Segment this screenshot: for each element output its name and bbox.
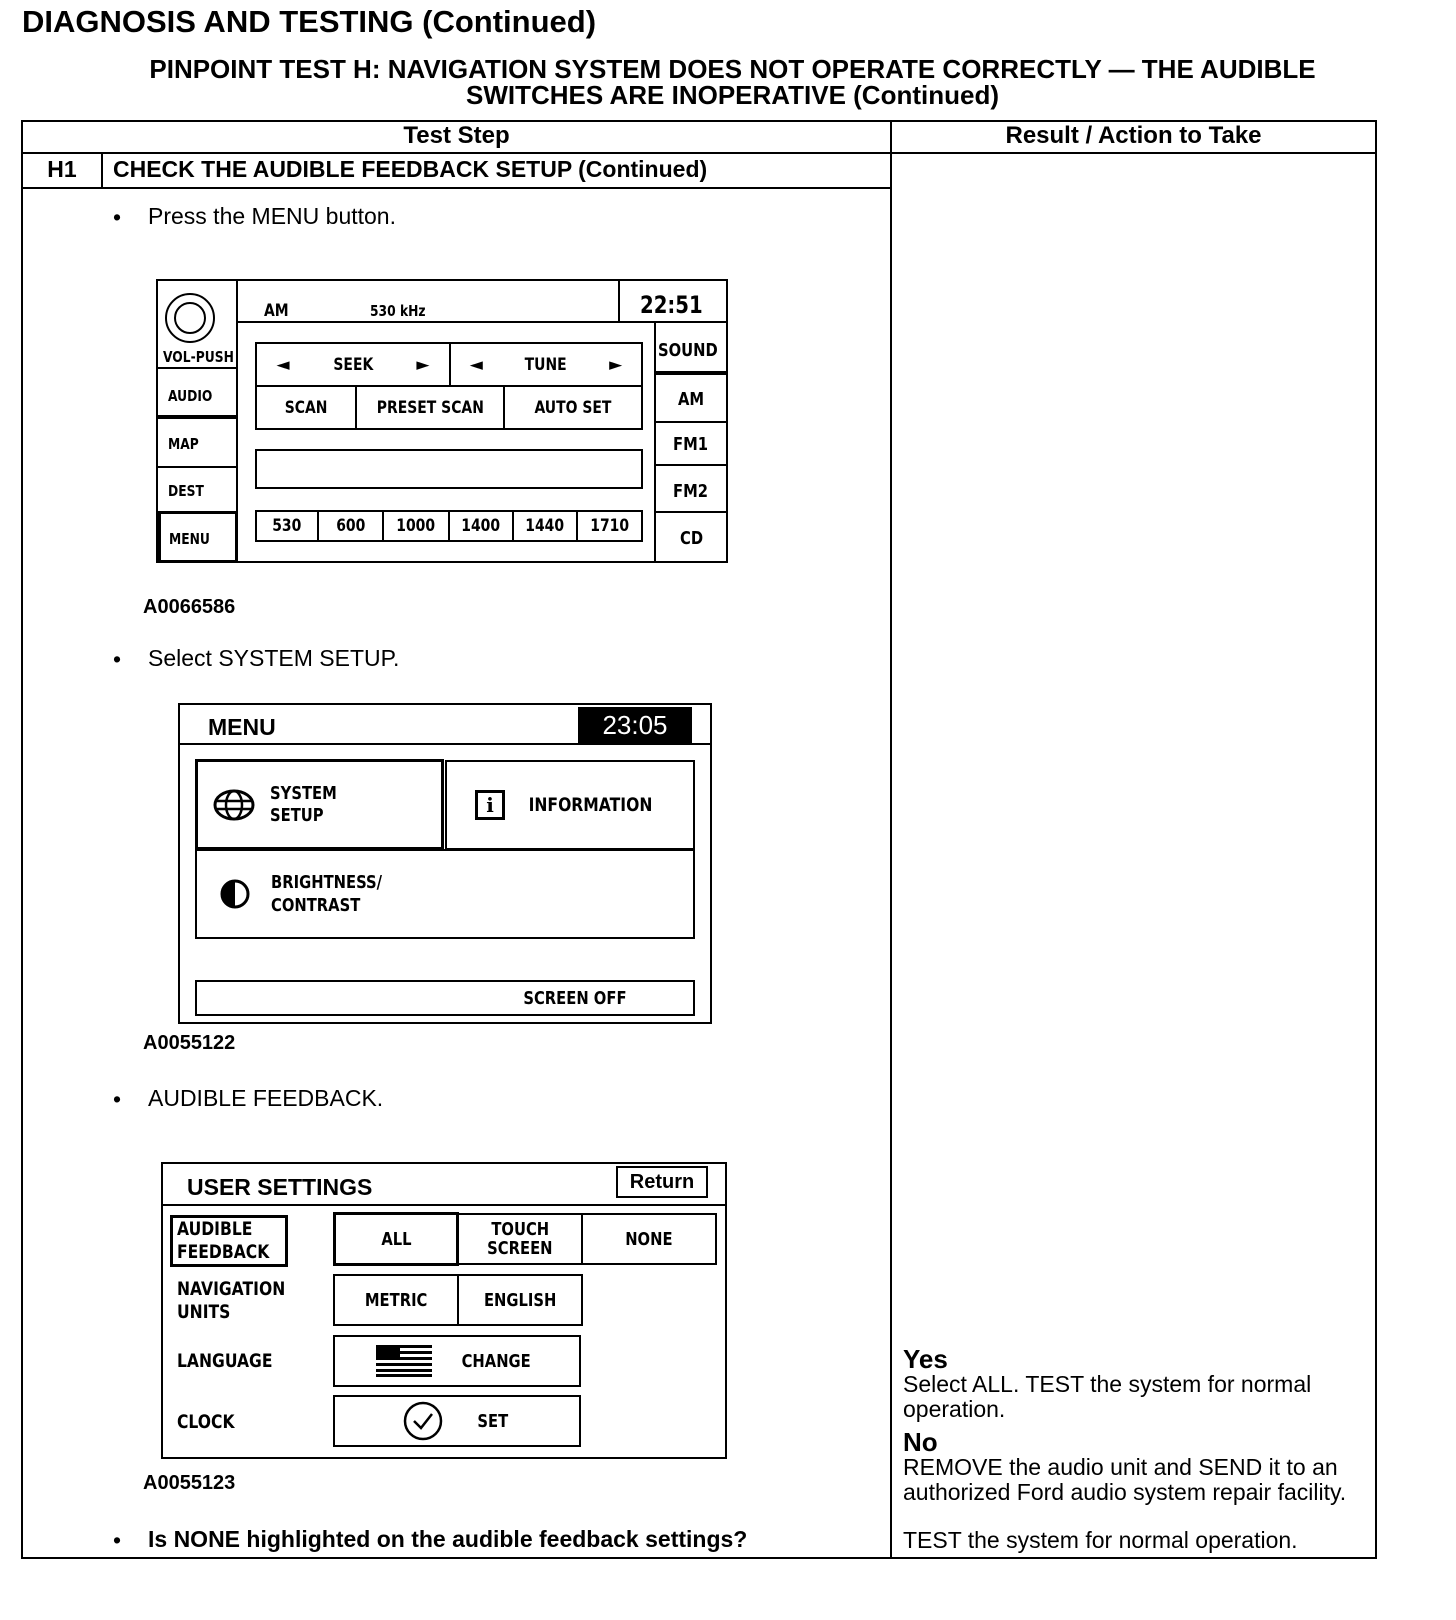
scan-button[interactable]: SCAN	[255, 385, 357, 430]
menu-clock: 23:05	[578, 707, 692, 743]
bullet: •	[113, 1086, 122, 1112]
preset-530[interactable]: 530	[255, 510, 319, 542]
radio-panel	[156, 279, 728, 563]
figure-id-1: A0066586	[143, 596, 236, 618]
result-no-heading: No	[903, 1427, 938, 1457]
user-settings-title: USER SETTINGS	[187, 1174, 373, 1200]
menu-screen	[178, 703, 712, 1024]
column-divider	[890, 120, 892, 1559]
bullet: •	[113, 1527, 122, 1553]
frequency-label: 530 kHz	[370, 302, 426, 320]
language-change-button[interactable]: CHANGE	[333, 1335, 581, 1387]
metric-option[interactable]: METRIC	[333, 1274, 459, 1326]
none-option[interactable]: NONE	[581, 1213, 717, 1265]
return-button[interactable]: Return	[616, 1166, 708, 1198]
station-display	[255, 449, 643, 489]
col-header-result: Result / Action to Take	[1005, 122, 1262, 149]
menu-button[interactable]: MENU	[158, 511, 238, 563]
preset-1440[interactable]: 1440	[512, 510, 578, 542]
preset-600[interactable]: 600	[317, 510, 384, 542]
auto-set-button[interactable]: AUTO SET	[503, 385, 643, 430]
figure-id-2: A0055122	[143, 1032, 236, 1054]
col-header-test-step: Test Step	[403, 122, 510, 149]
vol-push-label: VOL-PUSH	[163, 348, 234, 366]
audio-button[interactable]: AUDIO	[168, 387, 213, 405]
cd-button[interactable]: CD	[680, 528, 704, 549]
band-label: AM	[264, 301, 289, 321]
step-row-divider	[21, 187, 892, 189]
audible-feedback-label: AUDIBLE FEEDBACK	[170, 1215, 288, 1267]
information-button[interactable]: i INFORMATION	[445, 760, 695, 850]
tune-left-arrow-icon: ◄	[469, 354, 483, 375]
preset-1400[interactable]: 1400	[448, 510, 514, 542]
table-border-left	[21, 120, 23, 1559]
language-label: LANGUAGE	[177, 1350, 273, 1372]
seek-left-arrow-icon: ◄	[276, 354, 290, 375]
sound-button[interactable]: SOUND	[658, 340, 718, 361]
result-no-test: TEST the system for normal operation.	[903, 1527, 1298, 1553]
flag-icon	[376, 1345, 432, 1377]
system-setup-button[interactable]: SYSTEM SETUP	[195, 759, 444, 850]
menu-title: MENU	[208, 714, 276, 740]
am-button[interactable]: AM	[678, 389, 705, 410]
step-select-system-setup: Select SYSTEM SETUP.	[148, 645, 400, 671]
step-title: CHECK THE AUDIBLE FEEDBACK SETUP (Continued)	[113, 156, 708, 182]
bullet: •	[113, 204, 122, 230]
fm2-button[interactable]: FM2	[673, 481, 709, 502]
step-audible-feedback: AUDIBLE FEEDBACK.	[148, 1085, 384, 1111]
step-press-menu: Press the MENU button.	[148, 203, 396, 229]
test-title	[60, 56, 1405, 108]
navigation-units-label: NAVIGATION UNITS	[177, 1278, 286, 1323]
brightness-contrast-button[interactable]: BRIGHTNESS/ CONTRAST	[195, 849, 695, 939]
figure-id-3: A0055123	[143, 1472, 236, 1494]
clock-label: CLOCK	[177, 1411, 235, 1433]
volume-knob-icon[interactable]	[165, 293, 215, 343]
page-title: DIAGNOSIS AND TESTING (Continued)	[22, 4, 597, 39]
test-title-line1: PINPOINT TEST H: NAVIGATION SYSTEM DOES NOT OPERATE CORRECTLY — THE AUDIBLE	[149, 54, 1316, 84]
all-option[interactable]: ALL	[333, 1212, 459, 1266]
globe-icon	[212, 788, 256, 822]
tune-button[interactable]: ◄ TUNE ►	[449, 342, 643, 387]
contrast-icon	[219, 878, 251, 910]
preset-1710[interactable]: 1710	[576, 510, 643, 542]
bullet: •	[113, 646, 122, 672]
test-title-line2: SWITCHES ARE INOPERATIVE (Continued)	[466, 80, 999, 110]
step-question: Is NONE highlighted on the audible feedback settings?	[148, 1526, 748, 1552]
tune-right-arrow-icon: ►	[609, 354, 623, 375]
result-yes-text: Select ALL. TEST the system for normal operation.	[903, 1371, 1312, 1422]
result-yes-heading: Yes	[903, 1344, 948, 1374]
fm1-button[interactable]: FM1	[673, 434, 709, 455]
clock-check-icon	[402, 1400, 444, 1442]
preset-1000[interactable]: 1000	[382, 510, 450, 542]
english-option[interactable]: ENGLISH	[457, 1274, 583, 1326]
seek-button[interactable]: ◄ SEEK ►	[255, 342, 451, 387]
table-border-bottom	[21, 1557, 1377, 1559]
radio-clock: 22:51	[640, 291, 703, 319]
step-id-divider	[101, 152, 103, 188]
user-settings-screen	[161, 1162, 727, 1459]
header-row-divider	[21, 152, 1377, 154]
clock-set-button[interactable]: SET	[333, 1395, 581, 1447]
screen-off-button[interactable]: SCREEN OFF	[195, 980, 695, 1016]
seek-right-arrow-icon: ►	[416, 354, 430, 375]
map-button[interactable]: MAP	[168, 435, 199, 453]
top-bar-divider	[236, 321, 656, 323]
touch-screen-option[interactable]: TOUCH SCREEN	[457, 1213, 583, 1265]
info-icon: i	[475, 790, 505, 820]
step-id: H1	[47, 156, 77, 182]
table-border-right	[1375, 120, 1377, 1559]
preset-scan-button[interactable]: PRESET SCAN	[355, 385, 505, 430]
result-no-text: REMOVE the audio unit and SEND it to an authorized Ford audio system repair facility.	[903, 1454, 1347, 1505]
dest-button[interactable]: DEST	[168, 482, 204, 500]
